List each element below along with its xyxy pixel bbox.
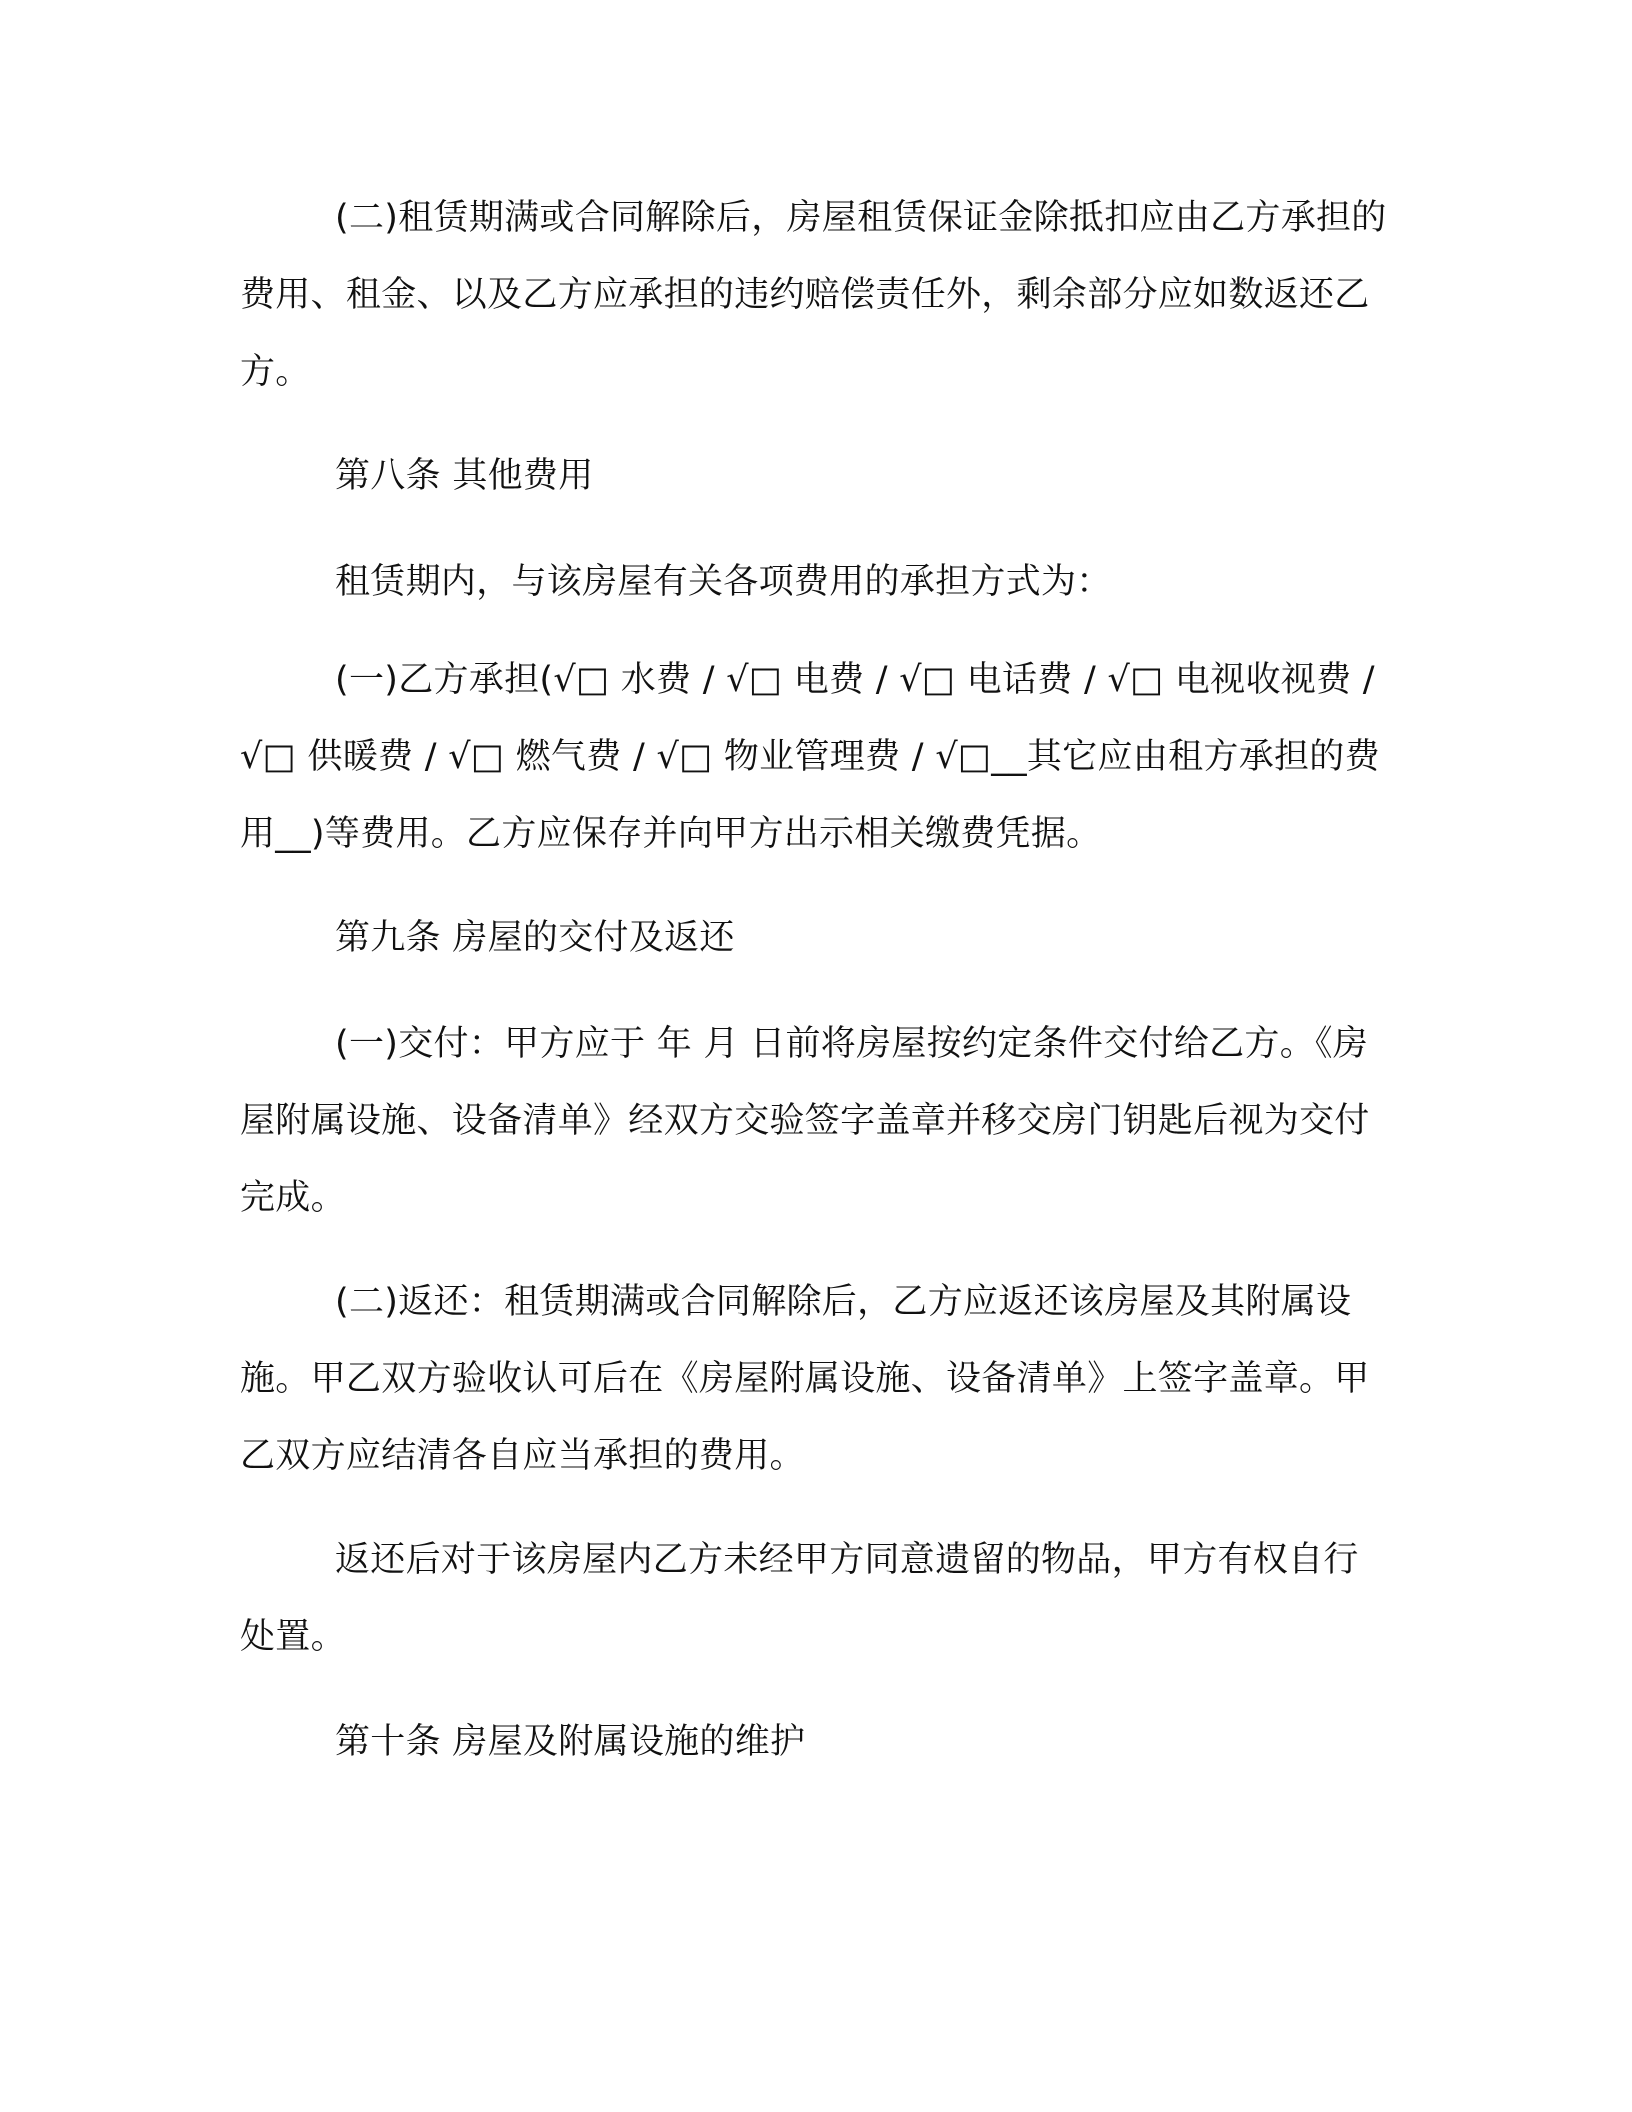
paragraph-return: (二)返还：租赁期满或合同解除后，乙方应返还该房屋及其附属设施。甲乙双方验收认可后在《房屋附属设施、设备清单》上签字盖章。甲乙双方应结清各自应当承担的费用。 [240, 1282, 1370, 1476]
paragraph-tenant-fees: (一)乙方承担(√□ 水费 / √□ 电费 / √□ 电话费 / √□ 电视收视费 / √□ 供暖费 / √□ 燃气费 / √□ 物业管理费 / √□__其它应由租方承担的费用__)等费用。乙方应保存并向甲方出示相关缴费凭据。 [240, 660, 1380, 854]
paragraph-left-items: 返还后对于该房屋内乙方未经甲方同意遗留的物品，甲方有权自行处置。 [240, 1540, 1359, 1657]
paragraph-deposit-refund: (二)租赁期满或合同解除后，房屋租赁保证金除抵扣应由乙方承担的费用、租金、以及乙方应承担的违约赔偿责任外，剩余部分应如数返还乙方。 [240, 198, 1387, 392]
paragraph-delivery: (一)交付：甲方应于 年 月 日前将房屋按约定条件交付给乙方。《房屋附属设施、设备清单》经双方交验签字盖章并移交房门钥匙后视为交付完成。 [240, 1024, 1370, 1218]
article-9-heading: 第九条 房屋的交付及返还 [335, 918, 735, 958]
paragraph-fees-intro: 租赁期内，与该房屋有关各项费用的承担方式为： [335, 562, 1112, 602]
article-8-heading: 第八条 其他费用 [335, 456, 594, 496]
article-10-heading: 第十条 房屋及附属设施的维护 [335, 1722, 806, 1762]
